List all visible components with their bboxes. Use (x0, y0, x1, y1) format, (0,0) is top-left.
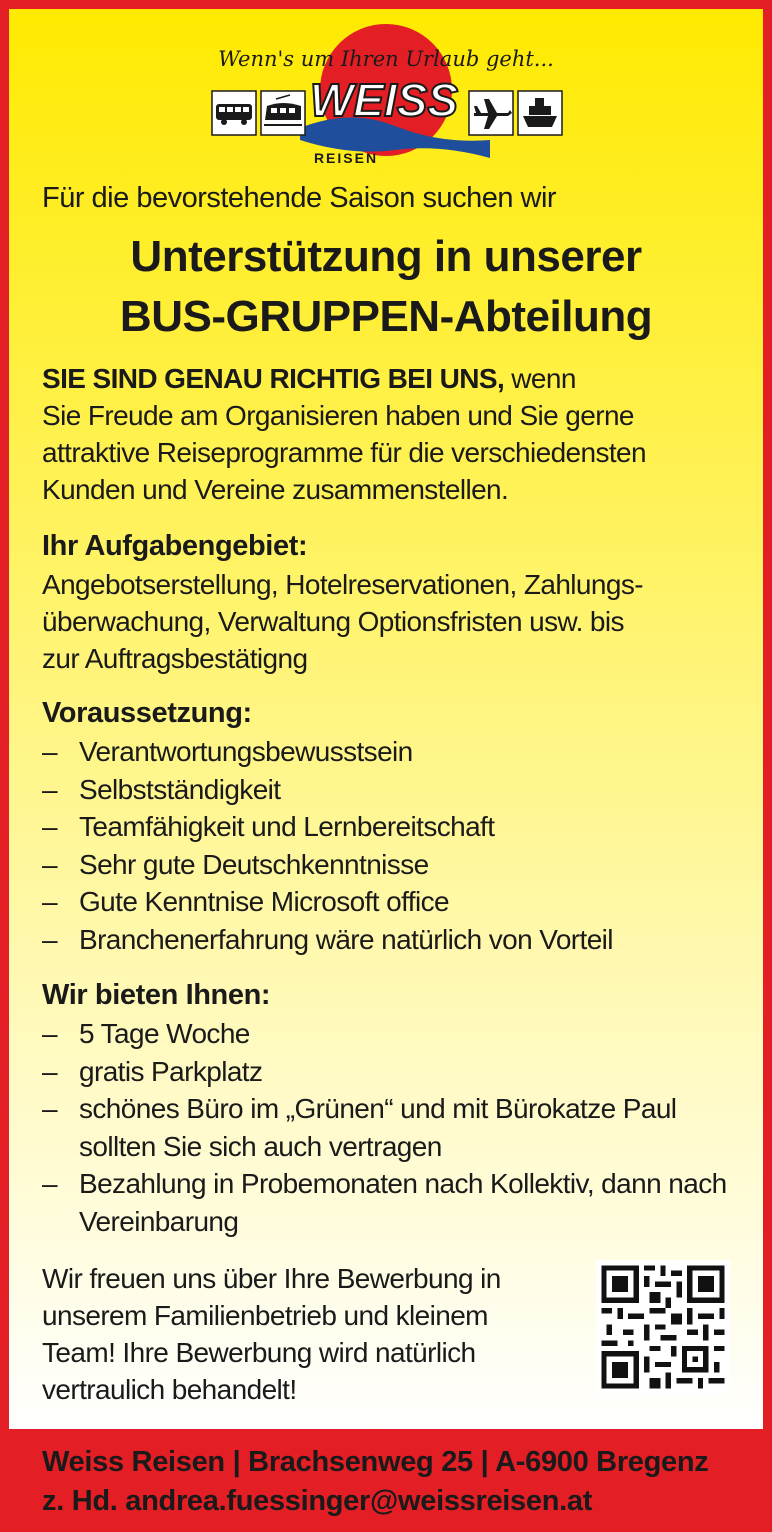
headline-line-1: Unterstützung in unserer (130, 232, 642, 281)
list-item: – 5 Tage Woche (42, 1018, 250, 1049)
list-item: – Branchenerfahrung wäre natürlich von Vorteil (42, 923, 613, 955)
list-item: – Gute Kenntnise Microsoft office (42, 886, 449, 917)
footer-contact-email[interactable]: z. Hd. andrea.fuessinger@weissreisen.at (42, 1485, 593, 1517)
closing-text: Wir freuen uns über Ihre Bewerbung in unserem Familienbetrieb und kleinem Team! Ihre Bewerbung wird natürlich vertraulich behandelt! (42, 1263, 501, 1405)
logo-tagline: Wenn's um Ihren Urlaub geht... (218, 47, 554, 71)
intro-text: Für die bevorstehende Saison suchen wir (42, 182, 557, 214)
tasks-title: Ihr Aufgabengebiet: (42, 530, 308, 562)
logo-brand: WEISS (309, 74, 459, 126)
train-icon (261, 91, 305, 135)
requirements-title: Voraussetzung: (42, 697, 252, 729)
list-item: – schönes Büro im „Grünen“ und mit Bürokatze Paul sollten Sie sich auch vertragen (42, 1093, 677, 1162)
list-item: – Verantwortungsbewusstsein (42, 736, 413, 767)
offer-list (42, 1015, 732, 1240)
list-item: – gratis Parkplatz (42, 1055, 263, 1087)
right-fit-lead: SIE SIND GENAU RICHTIG BEI UNS, (42, 363, 505, 394)
airplane-icon (469, 91, 513, 135)
footer-address: Weiss Reisen | Brachsenweg 25 | A-6900 Bregenz (42, 1446, 709, 1478)
list-item: – Bezahlung in Probemonaten nach Kollektiv, dann nach Vereinbarung (42, 1168, 727, 1237)
list-item: – Sehr gute Deutschkenntnisse (42, 848, 429, 880)
right-fit-paragraph (42, 360, 752, 508)
headline-line-2: BUS-GRUPPEN-Abteilung (119, 292, 653, 341)
company-logo (0, 0, 772, 180)
requirements-list (42, 733, 742, 958)
bus-icon (212, 91, 256, 135)
qr-code-icon[interactable] (596, 1260, 730, 1394)
list-item: – Teamfähigkeit und Lernbereitschaft (42, 811, 495, 842)
right-fit-text: wenn Sie Freude am Organisieren haben und Sie gerne attraktive Reiseprogramme für die verschiedensten Kunden und Vereine zusammenstellen. (42, 363, 647, 505)
logo-brand-sub: REISEN (313, 150, 379, 166)
list-item: – Selbstständigkeit (42, 773, 281, 805)
offer-title: Wir bieten Ihnen: (42, 979, 271, 1011)
ship-icon (518, 91, 562, 135)
tasks-text: Angebotserstellung, Hotelreservationen, Zahlungs- überwachung, Verwaltung Optionsfristen usw. bis zur Auftragsbestätigng (42, 569, 643, 674)
